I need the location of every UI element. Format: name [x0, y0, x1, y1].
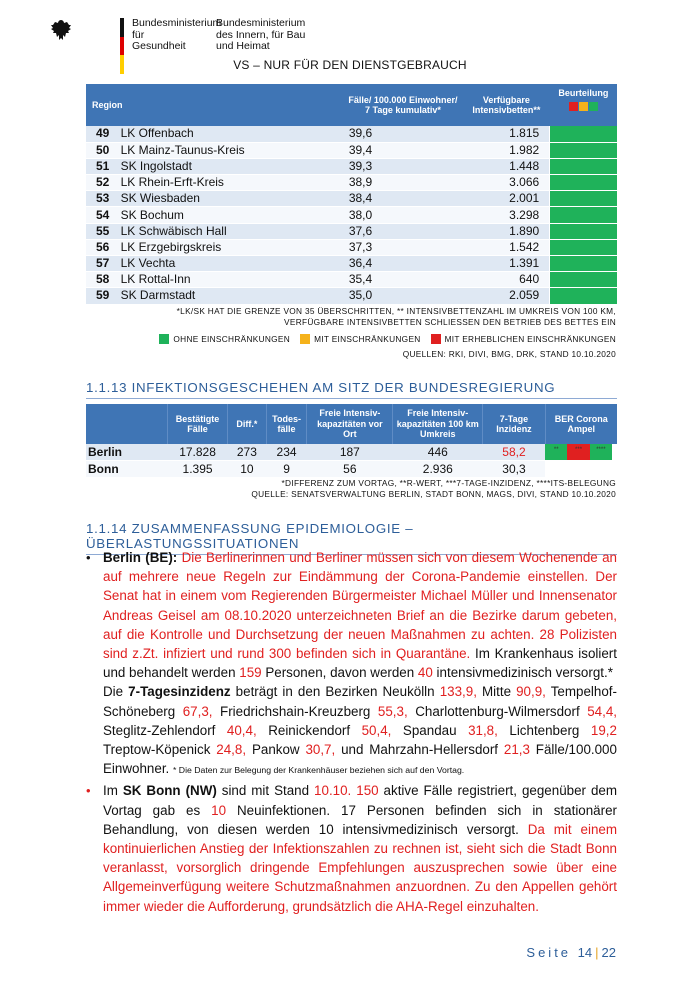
row-beds: 3.066 [463, 175, 550, 191]
row-rating-green [550, 207, 617, 223]
row-cases: 37,6 [343, 223, 463, 239]
table-row [86, 223, 617, 239]
row-cases: 35,4 [343, 272, 463, 288]
row-region-name: LK Rottal-Inn [117, 272, 343, 288]
region-table [86, 84, 617, 305]
row-beds: 1.890 [463, 223, 550, 239]
legend-green: OHNE EINSCHRÄNKUNGEN [159, 334, 290, 344]
berlin-paragraph: • Berlin (BE): Die Berlinerinnen und Berliner müssen sich von diesem Wochenende an auf mehrere neue Regeln zur Eindämmung der Corona-Pandemie einstellen. Der Senat hat in einem vom Regierenden Bürgermeister Michael Müller und Innensenator Andreas Geisel am 08.10.2020 unterzeichneten Brief an die Bezirke darum gebeten, auf die Kontrolle und Durchsetzung der neuen Maßnahmen zu achten. 28 Polizisten sind z.Zt. infiziert und rund 300 befinden sich in Quarantäne. Im Krankenhaus isoliert und behandelt werden 159 Personen, davon werden 40 intensivmedizinisch versorgt.* Die 7-Tagesinzidenz beträgt in den Bezirken Neukölln 133,9, Mitte 90,9, Tempelhof-Schöneberg 67,3, Friedrichshain-Kreuzberg 55,3, Charlottenburg-Wilmersdorf 54,4, Steglitz-Zehlendorf 40,4, Reinickendorf 50,4, Spandau 31,8, Lichtenberg 19,2 Treptow-Köpenick 24,8, Pankow 30,7, und Mahrzahn-Hellersdorf 21,3 Fälle/100.000 Einwohner. * Die Daten zur Belegung der Krankenhäuser beziehen sich auf den Vortag. [86, 548, 617, 780]
table-row [86, 142, 617, 158]
row-rating-green [550, 191, 617, 207]
federal-eagle-icon [50, 18, 72, 44]
region-footnote: *LK/SK HAT DIE GRENZE VON 35 ÜBERSCHRITTEN, ** INTENSIVBETTENZAHL IM UMKREIS VON 100 KM, VERFÜGBARE INTENSIVBETTEN SCHLIESSEN DEN BETRIEB DES BETTES EIN [176, 306, 616, 327]
row-cases: 37,3 [343, 239, 463, 255]
row-cases: 39,6 [343, 126, 463, 142]
table-row [86, 288, 617, 304]
row-rank: 52 [86, 175, 117, 191]
legend-yellow: MIT EINSCHRÄNKUNGEN [300, 334, 421, 344]
row-rank: 53 [86, 191, 117, 207]
incidence-paragraph: Die 7-Tagesinzidenz beträgt in den Bezirken Neukölln 133,9, Mitte 90,9, Tempelhof-Schöneberg 67,3, Friedrichshain-Kreuzberg 55,3, Charlottenburg-Wilmersdorf 54,4, Steglitz-Zehlendorf 40,4, Reinickendorf 50,4, Spandau 31,8, Lichtenberg 19,2 Treptow-Köpenick 24,8, Pankow 30,7, und Mahrzahn-Hellersdorf 21,3 Fälle/100.000 Einwohner. * Die Daten zur Belegung der Krankenhäuser beziehen sich auf den Vortag. [103, 684, 617, 777]
row-region-name: SK Wiesbaden [117, 191, 343, 207]
ministry-health: Bundesministerium für Gesundheit [132, 17, 222, 52]
row-cases: 38,4 [343, 191, 463, 207]
row-beds: 640 [463, 272, 550, 288]
ampel-legend [153, 334, 616, 344]
classification-label: VS – NUR FÜR DEN DIENSTGEBRAUCH [233, 58, 467, 72]
row-beds: 1.982 [463, 142, 550, 158]
row-region-name: LK Vechta [117, 256, 343, 272]
row-region-name: LK Offenbach [117, 126, 343, 142]
row-beds: 1.815 [463, 126, 550, 142]
header-rating: Beurteilung [550, 84, 617, 126]
row-cases: 35,0 [343, 288, 463, 304]
table-row [86, 191, 617, 207]
header-city [86, 404, 168, 444]
summary-body [86, 548, 617, 916]
row-cases: 38,9 [343, 175, 463, 191]
header-region: Region [86, 84, 343, 126]
row-rating-green [550, 175, 617, 191]
ministry-names [132, 18, 332, 53]
table-row [86, 158, 617, 174]
row-rank: 58 [86, 272, 117, 288]
row-region-name: SK Darmstadt [117, 288, 343, 304]
table-row: Bonn 1.395 10 9 56 2.936 30,3 [86, 461, 617, 478]
row-beds: 3.298 [463, 207, 550, 223]
ministry-interior: Bundesministerium des Innern, für Bau und Heimat [216, 17, 306, 52]
row-rating-green [550, 239, 617, 255]
row-rank: 55 [86, 223, 117, 239]
row-region-name: LK Rhein-Erft-Kreis [117, 175, 343, 191]
table-row [86, 126, 617, 142]
city-table: Bestätigte Fälle Diff.* Todes-fälle Freie Intensiv-kapazitäten vor Ort Freie Intensiv-kapazitäten 100 km Umkreis 7-Tage Inzidenz BER Corona Ampel Berlin 17.828 273 234 187 446 58,2 ** *** **** Bonn 1.395 10 9 56 2.936 30,3 [86, 404, 617, 478]
row-cases: 36,4 [343, 256, 463, 272]
row-region-name: LK Schwäbisch Hall [117, 223, 343, 239]
table-row [86, 239, 617, 255]
row-rating-green [550, 288, 617, 304]
section-1113-title: 1.1.13 INFEKTIONSGESCHEHEN AM SITZ DER BUNDESREGIERUNG [86, 380, 617, 399]
bullet-icon: • [86, 550, 91, 565]
row-beds: 1.448 [463, 158, 550, 174]
row-rank: 51 [86, 158, 117, 174]
row-region-name: LK Erzgebirgskreis [117, 239, 343, 255]
row-cases: 38,0 [343, 207, 463, 223]
legend-red: MIT ERHEBLICHEN EINSCHRÄNKUNGEN [431, 334, 616, 344]
row-rating-green [550, 256, 617, 272]
row-cases: 39,4 [343, 142, 463, 158]
row-rank: 59 [86, 288, 117, 304]
row-rank: 49 [86, 126, 117, 142]
header-beds: Verfügbare Intensivbetten** [463, 84, 550, 126]
row-beds: 2.059 [463, 288, 550, 304]
row-region-name: LK Mainz-Taunus-Kreis [117, 142, 343, 158]
row-beds: 1.391 [463, 256, 550, 272]
table-row [86, 207, 617, 223]
mini-ampel-icon [569, 102, 598, 111]
table-row: Berlin 17.828 273 234 187 446 58,2 ** *** **** [86, 444, 617, 461]
row-cases: 39,3 [343, 158, 463, 174]
bonn-paragraph: • Im SK Bonn (NW) sind mit Stand 10.10. 150 aktive Fälle registriert, gegenüber dem Vortag gab es 10 Neuinfektionen. 17 Personen befinden sich in stationärer Behandlung, von diesen werden 10 intensivmedizinisch versorgt. Da mit einem kontinuierlichen Anstieg der Infektionszahlen zu rechnen ist, sieht sich die Stadt Bonn veranlasst, vorsorglich dringende Empfehlungen auszusprechen sowie über eine Allgemeinverfügung weitere Schutzmaßnahmen anzuordnen. Zu den Appellen gehört immer wieder die Aufforderung, grundsätzlich die AHA-Regel einzuhalten. [86, 783, 617, 914]
row-rating-green [550, 142, 617, 158]
row-region-name: SK Bochum [117, 207, 343, 223]
row-rank: 54 [86, 207, 117, 223]
row-rating-green [550, 126, 617, 142]
row-rating-green [550, 158, 617, 174]
section-1114-title: 1.1.14 ZUSAMMENFASSUNG EPIDEMIOLOGIE – ÜBERLASTUNGSSITUATIONEN [86, 521, 617, 555]
table-row [86, 175, 617, 191]
table-row [86, 272, 617, 288]
bullet-icon: • [86, 783, 91, 799]
row-rank: 57 [86, 256, 117, 272]
page-number: Seite 14 | 22 [526, 945, 616, 960]
row-rating-green [550, 272, 617, 288]
row-beds: 1.542 [463, 239, 550, 255]
region-source: QUELLEN: RKI, DIVI, BMG, DRK, STAND 10.10.2020 [402, 349, 616, 359]
table-row [86, 256, 617, 272]
row-rank: 56 [86, 239, 117, 255]
row-beds: 2.001 [463, 191, 550, 207]
row-rank: 50 [86, 142, 117, 158]
row-region-name: SK Ingolstadt [117, 158, 343, 174]
city-footnote: *DIFFERENZ ZUM VORTAG, **R-WERT, ***7-TAGE-INZIDENZ, ****ITS-BELEGUNG QUELLE: SENATSVERWALTUNG BERLIN, STADT BONN, MAGS, DIVI, STAND 10.10.2020 [251, 478, 616, 499]
header-cases: Fälle/ 100.000 Einwohner/ 7 Tage kumulativ* [343, 84, 463, 126]
berlin-ampel: ** *** **** [545, 444, 617, 461]
row-rating-green [550, 223, 617, 239]
